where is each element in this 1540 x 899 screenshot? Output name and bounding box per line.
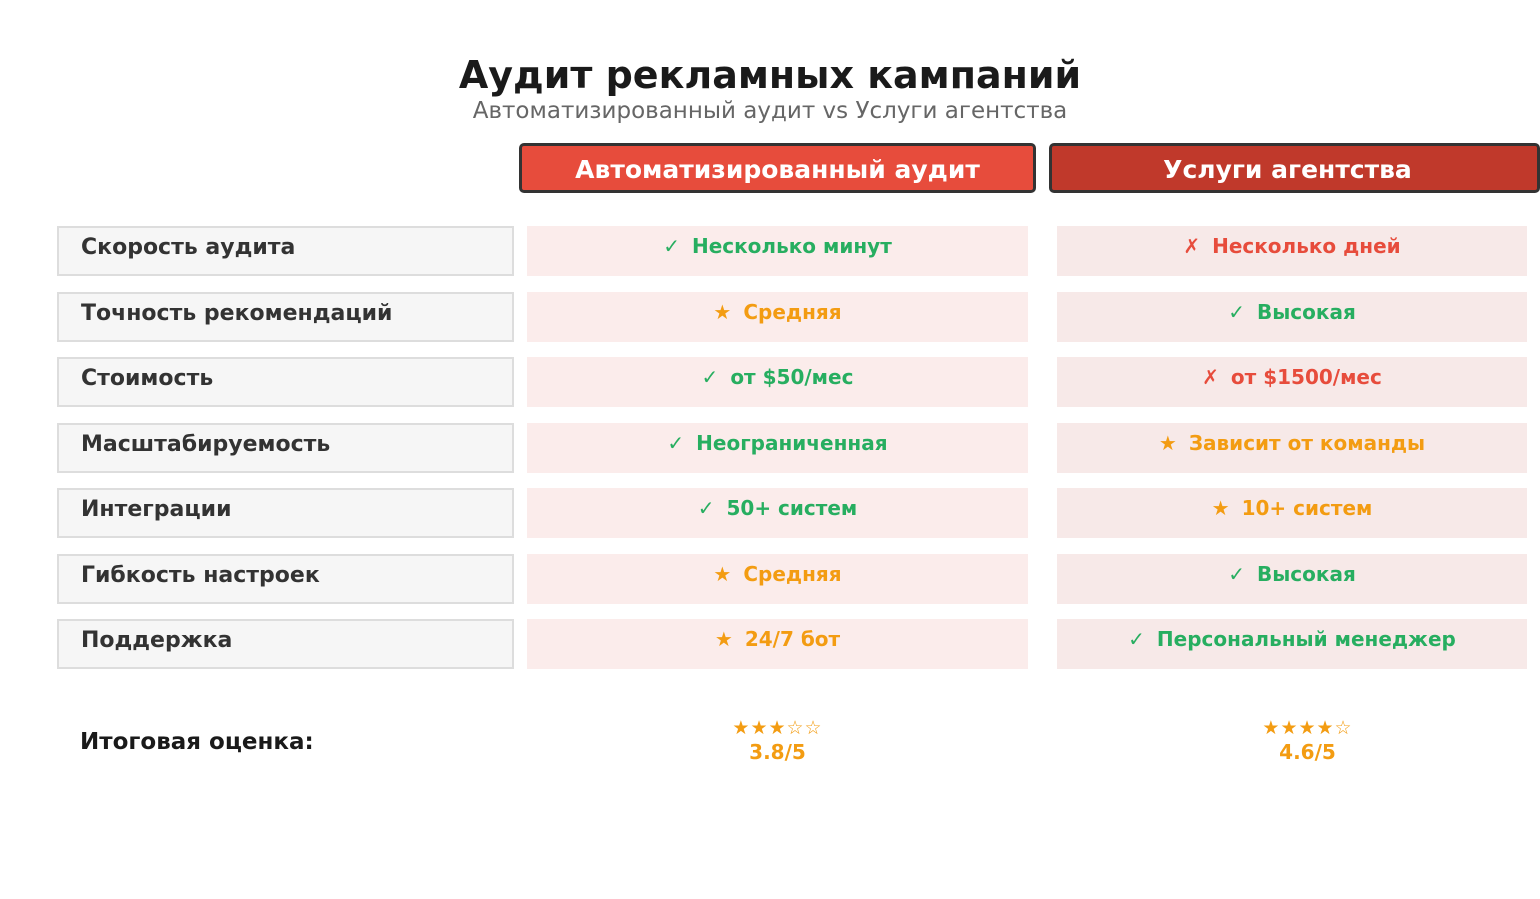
- score-value: 4.6/5: [1279, 740, 1336, 764]
- check-icon: ✓: [663, 234, 680, 258]
- star-icon: ★: [713, 300, 732, 324]
- page-subtitle: Автоматизированный аудит vs Услуги агентства: [472, 98, 1068, 124]
- check-icon: ✓: [667, 431, 685, 455]
- check-icon: ✓: [697, 496, 715, 520]
- star-icon: ★: [713, 562, 732, 586]
- cell-auto: [527, 292, 1028, 342]
- cross-icon: ✗: [1202, 365, 1219, 389]
- cell-auto: [527, 357, 1028, 407]
- cell-text: Зависит от команды: [1188, 431, 1426, 455]
- table-row: [0, 292, 1540, 342]
- cell-text: 50+ систем: [726, 496, 858, 520]
- row-label: Точность рекомендаций: [57, 292, 514, 342]
- star-rating-icon: ★★★★☆: [1262, 717, 1353, 739]
- total-score-label: Итоговая оценка:: [80, 729, 314, 755]
- page-title: Аудит рекламных кампаний: [458, 53, 1082, 97]
- table-row: [0, 423, 1540, 473]
- table-row: [0, 357, 1540, 407]
- cell-auto: [527, 226, 1028, 276]
- table-row: [0, 554, 1540, 604]
- score-value: 3.8/5: [749, 740, 806, 764]
- cell-text: Несколько минут: [691, 234, 892, 258]
- star-icon: ★: [1211, 496, 1230, 520]
- cross-icon: ✗: [1183, 234, 1201, 258]
- cell-text: Высокая: [1256, 562, 1356, 586]
- cell-agency: [1057, 423, 1527, 473]
- cell-text: от $50/мес: [730, 365, 854, 389]
- table-row: [0, 226, 1540, 276]
- star-icon: ★: [1158, 431, 1177, 455]
- cell-text: Средняя: [743, 562, 842, 586]
- column-header-agency: Услуги агентства: [1049, 143, 1540, 193]
- cell-agency: [1057, 488, 1527, 538]
- cell-agency: [1057, 226, 1527, 276]
- table-row: [0, 619, 1540, 669]
- check-icon: ✓: [1128, 627, 1145, 651]
- total-score-agency: [1057, 716, 1540, 764]
- total-score-auto: [527, 716, 1028, 764]
- cell-agency: [1057, 357, 1527, 407]
- star-rating-icon: ★★★☆☆: [732, 717, 823, 739]
- row-label: Стоимость: [57, 357, 514, 407]
- cell-text: 24/7 бот: [744, 627, 841, 651]
- cell-auto: [527, 619, 1028, 669]
- star-icon: ★: [714, 627, 733, 651]
- table-row: [0, 488, 1540, 538]
- check-icon: ✓: [1228, 562, 1245, 586]
- cell-text: Средняя: [743, 300, 842, 324]
- cell-text: Персональный менеджер: [1156, 627, 1456, 651]
- row-label: Поддержка: [57, 619, 514, 669]
- cell-text: Несколько дней: [1212, 234, 1401, 258]
- cell-auto: [527, 554, 1028, 604]
- cell-auto: [527, 488, 1028, 538]
- cell-auto: [527, 423, 1028, 473]
- cell-agency: [1057, 554, 1527, 604]
- check-icon: ✓: [1228, 300, 1245, 324]
- cell-text: 10+ систем: [1241, 496, 1373, 520]
- cell-text: Высокая: [1256, 300, 1356, 324]
- row-label: Масштабируемость: [57, 423, 514, 473]
- column-header-auto-audit: Автоматизированный аудит: [519, 143, 1036, 193]
- row-label: Интеграции: [57, 488, 514, 538]
- cell-agency: [1057, 619, 1527, 669]
- cell-text: от $1500/мес: [1230, 365, 1382, 389]
- row-label: Гибкость настроек: [57, 554, 514, 604]
- row-label: Скорость аудита: [57, 226, 514, 276]
- check-icon: ✓: [701, 365, 719, 389]
- cell-text: Неограниченная: [696, 431, 888, 455]
- cell-agency: [1057, 292, 1527, 342]
